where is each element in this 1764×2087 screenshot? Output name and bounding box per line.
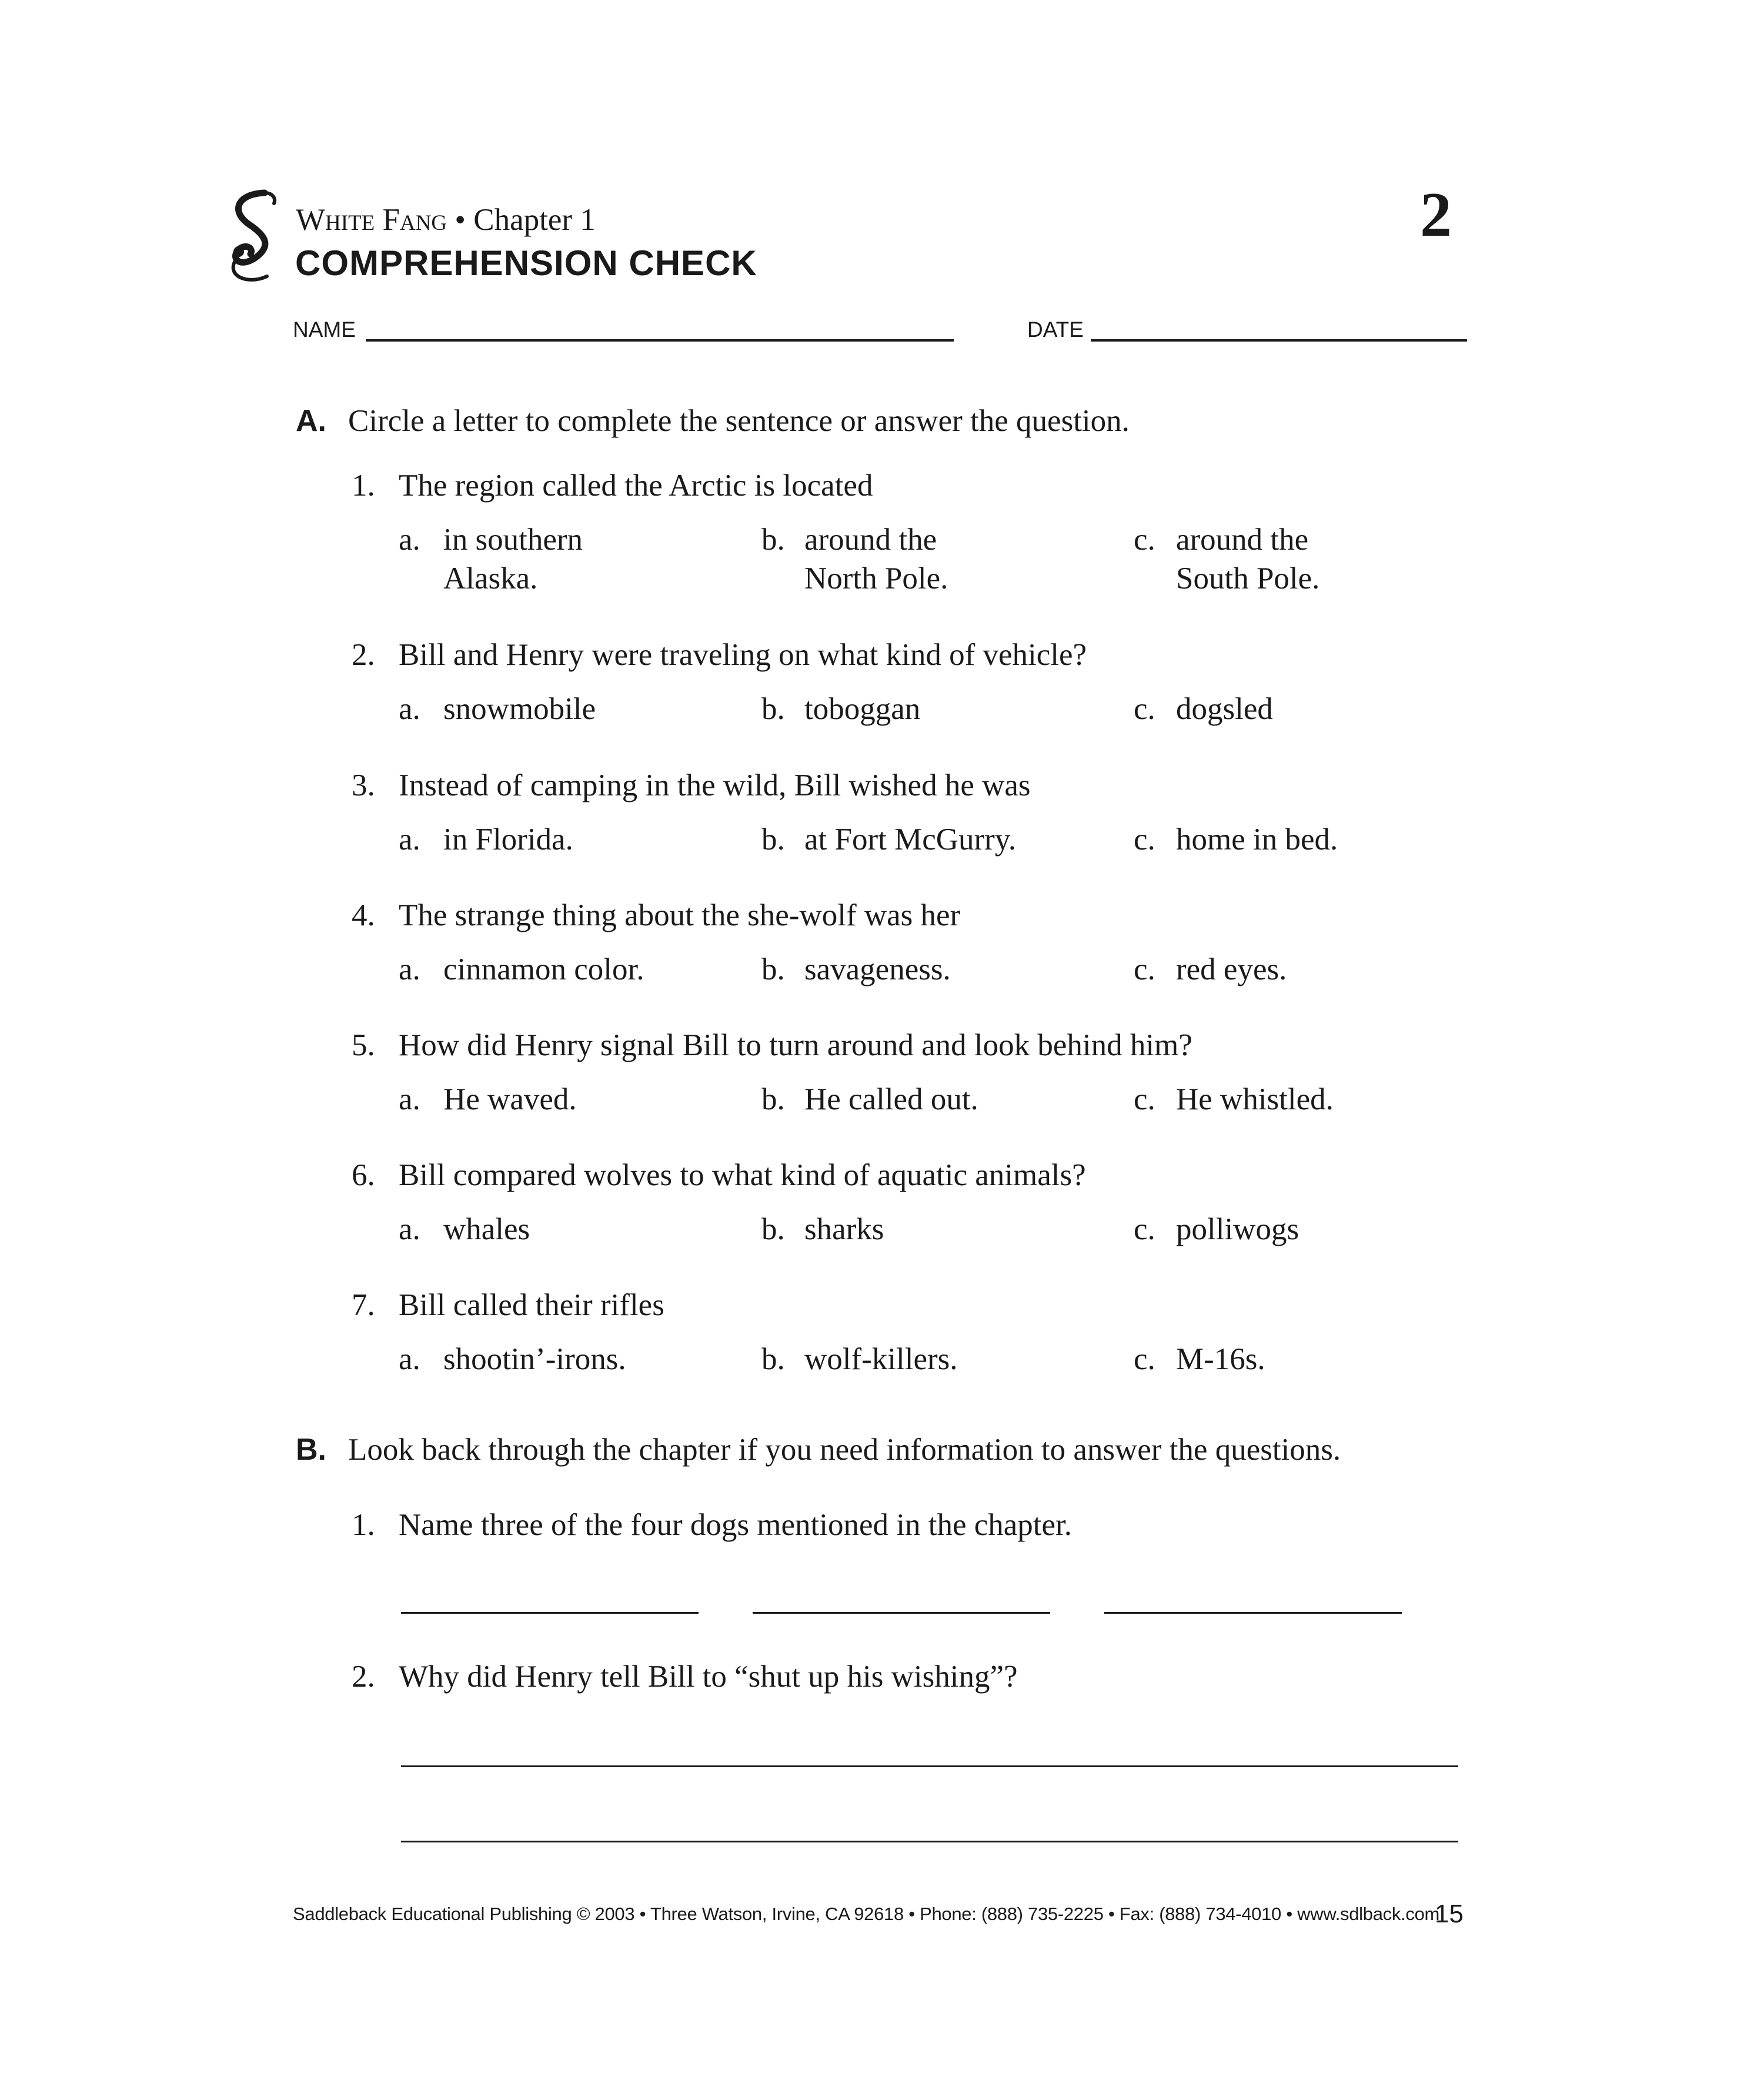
option-letter[interactable]: a.: [399, 692, 420, 726]
question-number: 5.: [352, 1028, 375, 1062]
option-text: Alaska.: [443, 561, 538, 596]
option-text: red eyes.: [1176, 952, 1287, 986]
option-text: toboggan: [804, 692, 921, 726]
question-text: Bill and Henry were traveling on what kind of vehicle?: [399, 638, 1087, 672]
answer-line[interactable]: [401, 1841, 1458, 1842]
book-chapter-heading: [296, 205, 596, 236]
option-text: in Florida.: [443, 822, 573, 857]
option-letter[interactable]: c.: [1134, 1082, 1155, 1116]
option-text: wolf-killers.: [804, 1342, 958, 1376]
section-a-letter: A.: [296, 404, 326, 438]
option-letter[interactable]: b.: [761, 523, 785, 557]
option-text: at Fort McGurry.: [804, 822, 1017, 857]
question-text: Bill compared wolves to what kind of aquatic animals?: [399, 1158, 1086, 1192]
option-text: He waved.: [443, 1082, 577, 1116]
option-text: around the: [1176, 523, 1309, 557]
option-text: in southern: [443, 523, 583, 557]
section-b-instruction: Look back through the chapter if you need information to answer the questions.: [348, 1433, 1341, 1467]
question-text: How did Henry signal Bill to turn around and look behind him?: [399, 1028, 1192, 1062]
option-letter[interactable]: c.: [1134, 1212, 1155, 1246]
option-letter[interactable]: b.: [761, 1342, 785, 1376]
option-text: sharks: [804, 1212, 884, 1246]
activity-number: 2: [1420, 180, 1452, 250]
option-text: whales: [443, 1212, 530, 1246]
question-text: Instead of camping in the wild, Bill wished he was: [399, 768, 1031, 802]
option-text: polliwogs: [1176, 1212, 1299, 1246]
question-number: 6.: [352, 1158, 375, 1192]
option-letter[interactable]: b.: [761, 1212, 785, 1246]
book-title: White Fang: [296, 203, 447, 237]
question-number: 1.: [352, 469, 375, 503]
option-text: He whistled.: [1176, 1082, 1334, 1116]
question-number: 4.: [352, 898, 375, 932]
chapter-label: Chapter 1: [473, 203, 596, 237]
option-letter[interactable]: b.: [761, 1082, 785, 1116]
option-letter[interactable]: a.: [399, 822, 420, 857]
option-text: South Pole.: [1176, 561, 1320, 596]
question-number: 7.: [352, 1288, 375, 1322]
section-b-letter: B.: [296, 1433, 326, 1467]
answer-line[interactable]: [401, 1612, 699, 1614]
option-letter[interactable]: a.: [399, 1342, 420, 1376]
option-letter[interactable]: c.: [1134, 1342, 1155, 1376]
title-separator: •: [455, 203, 466, 237]
option-letter[interactable]: a.: [399, 523, 420, 557]
question-text: The region called the Arctic is located: [399, 469, 873, 503]
option-letter[interactable]: b.: [761, 692, 785, 726]
date-field[interactable]: [1091, 339, 1467, 342]
option-letter[interactable]: b.: [761, 822, 785, 857]
option-text: M-16s.: [1176, 1342, 1265, 1376]
answer-line[interactable]: [753, 1612, 1050, 1614]
section-a-instruction: Circle a letter to complete the sentence or answer the question.: [348, 404, 1130, 438]
question-number: 3.: [352, 768, 375, 802]
option-text: dogsled: [1176, 692, 1273, 726]
name-label: NAME: [293, 317, 356, 342]
publisher-logo-icon: [213, 188, 289, 288]
publisher-footer: Saddleback Educational Publishing © 2003 • Three Watson, Irvine, CA 92618 • Phone: (888) 735-2225 • Fax: (888) 734-4010 • www.sdlback.com: [293, 1904, 1440, 1924]
option-letter[interactable]: a.: [399, 1212, 420, 1246]
option-letter[interactable]: c.: [1134, 952, 1155, 986]
option-text: He called out.: [804, 1082, 978, 1116]
option-letter[interactable]: c.: [1134, 692, 1155, 726]
worksheet-title: COMPREHENSION CHECK: [295, 243, 757, 283]
question-text: Bill called their rifles: [399, 1288, 664, 1322]
question-number: 2.: [352, 1660, 375, 1694]
option-text: home in bed.: [1176, 822, 1338, 857]
option-text: savageness.: [804, 952, 951, 986]
name-field[interactable]: [366, 339, 954, 342]
question-text: The strange thing about the she-wolf was her: [399, 898, 961, 932]
page-number: 15: [1435, 1899, 1464, 1928]
question-number: 1.: [352, 1508, 375, 1542]
option-text: cinnamon color.: [443, 952, 644, 986]
question-text: Name three of the four dogs mentioned in the chapter.: [399, 1508, 1073, 1542]
option-letter[interactable]: a.: [399, 952, 420, 986]
option-text: shootin’-irons.: [443, 1342, 626, 1376]
option-letter[interactable]: c.: [1134, 523, 1155, 557]
question-number: 2.: [352, 638, 375, 672]
option-text: around the: [804, 523, 937, 557]
date-label: DATE: [1027, 317, 1084, 342]
option-letter[interactable]: a.: [399, 1082, 420, 1116]
question-text: Why did Henry tell Bill to “shut up his wishing”?: [399, 1660, 1018, 1694]
option-letter[interactable]: b.: [761, 952, 785, 986]
option-letter[interactable]: c.: [1134, 822, 1155, 857]
option-text: North Pole.: [804, 561, 948, 596]
answer-line[interactable]: [1104, 1612, 1402, 1614]
answer-line[interactable]: [401, 1765, 1458, 1767]
option-text: snowmobile: [443, 692, 596, 726]
